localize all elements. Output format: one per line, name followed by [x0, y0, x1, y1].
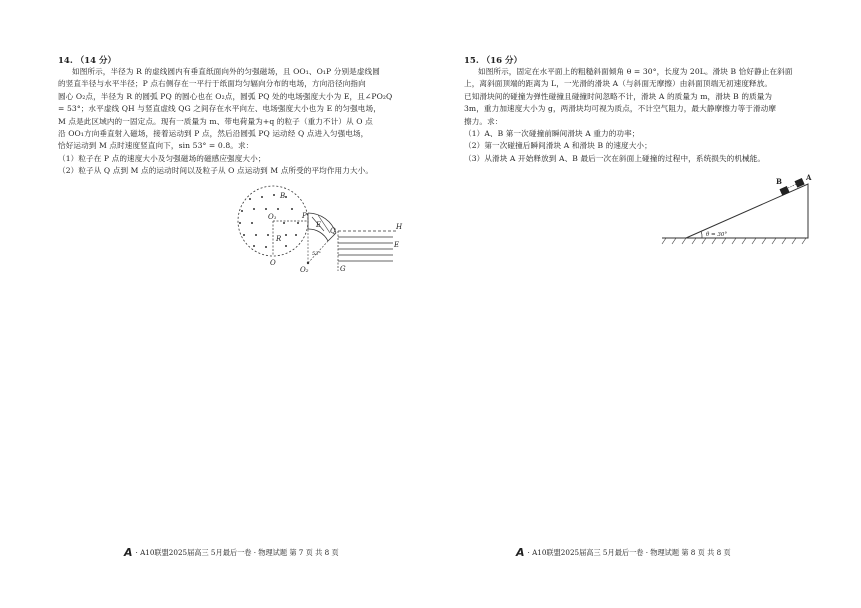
- figure-label-A: A: [806, 173, 812, 182]
- q14-line-4: = 53°；水平虚线 QH 与竖直虚线 QG 之间存在水平向左、电场强度大小也为 E 的匀强电场，: [58, 104, 381, 114]
- figure-label-O: O: [270, 259, 276, 267]
- q15-line-1: 如图所示，固定在水平面上的粗糙斜面倾角 θ = 30°，长度为 20L。滑块 B 恰好静止在斜面: [478, 67, 793, 76]
- exam-page-8: [430, 0, 861, 608]
- question-15-figure: [658, 172, 818, 250]
- q15-line-3: 已知滑块间的碰撞为弹性碰撞且碰撞时间忽略不计，滑块 A 的质量为 m，滑块 B 的质量为: [464, 91, 773, 101]
- q14-line-6: 沿 OO₁方向垂直射入磁场，接着运动到 P 点，然后沿圆弧 PQ 运动经 Q 点进入匀强电场，: [58, 129, 369, 139]
- question-15-number: 15. （16 分）: [464, 56, 523, 66]
- q15-sub-2: （2）第一次碰撞后瞬间滑块 A 和滑块 B 的速度大小；: [464, 141, 652, 151]
- q14-line-2: 的竖直半径与水平半径；P 点右侧存在一平行于纸面均匀辐向分布的电场，方向沿径向指向: [58, 79, 366, 89]
- q14-line-3: 圆心 O₂点，半径为 R 的圆弧 PQ 的圆心也在 O₂点，圆弧 PQ 处的电场强度大小为 E，且∠PO₂Q: [58, 91, 393, 101]
- figure-label-B: B: [776, 177, 782, 186]
- ground-hatching: [662, 238, 806, 244]
- question-15-body: [464, 66, 793, 165]
- figure-label-H: H: [396, 223, 403, 231]
- q15-line-5: 擦力。求：: [464, 116, 503, 126]
- field-dots: [239, 194, 299, 248]
- question-14-figure: [228, 183, 418, 273]
- page-7-footer-text: · A10联盟2025届高三 5月最后一卷 · 物理试题 第 7 页 共 8 页: [135, 547, 339, 557]
- question-14-number: 14. （14 分）: [58, 56, 117, 66]
- q14-sub-2: （2）粒子从 Q 点到 M 点的运动时间以及粒子从 O 点运动到 M 点所受的平均作用力大小。: [58, 166, 374, 176]
- exam-logo: A: [124, 546, 133, 559]
- figure-label-Q: Q: [330, 227, 336, 235]
- question-14-body: [58, 66, 392, 178]
- figure-label-G: G: [340, 265, 346, 273]
- figure-label-E-uniform: E: [394, 241, 400, 249]
- q14-line-5: M 点是此区域内的一固定点。现有一质量为 m、带电荷量为+q 的粒子（重力不计）从 O 点: [58, 116, 373, 126]
- figure-label-53: 53°: [312, 251, 321, 257]
- block-B: [779, 186, 789, 196]
- page-7-footer: [124, 546, 339, 559]
- figure-label-O2: O₂: [300, 266, 309, 273]
- q14-line-1: 如图所示，半径为 R 的虚线圆内有垂直纸面向外的匀强磁场，且 OO₁、O₁P 分别是虚线圆: [72, 67, 380, 76]
- q15-line-4: 3m，重力加速度大小为 g，两滑块均可视为质点，不计空气阻力，最大静摩擦力等于滑动摩: [464, 104, 777, 114]
- q15-line-2: 上，离斜面顶端的距离为 L，一光滑的滑块 A（与斜面无摩擦）由斜面顶端无初速度释放。: [464, 79, 773, 89]
- q14-sub-1: （1）粒子在 P 点的速度大小及匀强磁场的磁感应强度大小；: [58, 153, 266, 163]
- figure-label-O1: O₁: [268, 213, 277, 221]
- q15-sub-1: （1）A、B 第一次碰撞前瞬间滑块 A 重力的功率；: [464, 129, 640, 139]
- figure-label-B: B: [280, 192, 286, 200]
- figure-label-theta: θ = 30°: [706, 232, 728, 238]
- page-8-footer: [516, 546, 731, 559]
- q15-sub-3: （3）从滑块 A 开始释放到 A、B 最后一次在斜面上碰撞的过程中，系统损失的机械能。: [464, 153, 766, 163]
- figure-label-P: P: [302, 212, 307, 220]
- exam-logo: A: [516, 546, 525, 559]
- q14-line-7: 恰好运动到 M 点时速度竖直向下，sin 53° = 0.8。求：: [58, 141, 254, 151]
- figure-label-E-arc: E: [316, 221, 322, 229]
- exam-page-7: [0, 0, 430, 608]
- page-8-footer-text: · A10联盟2025届高三 5月最后一卷 · 物理试题 第 8 页 共 8 页: [527, 547, 731, 557]
- figure-label-R: R: [276, 235, 282, 243]
